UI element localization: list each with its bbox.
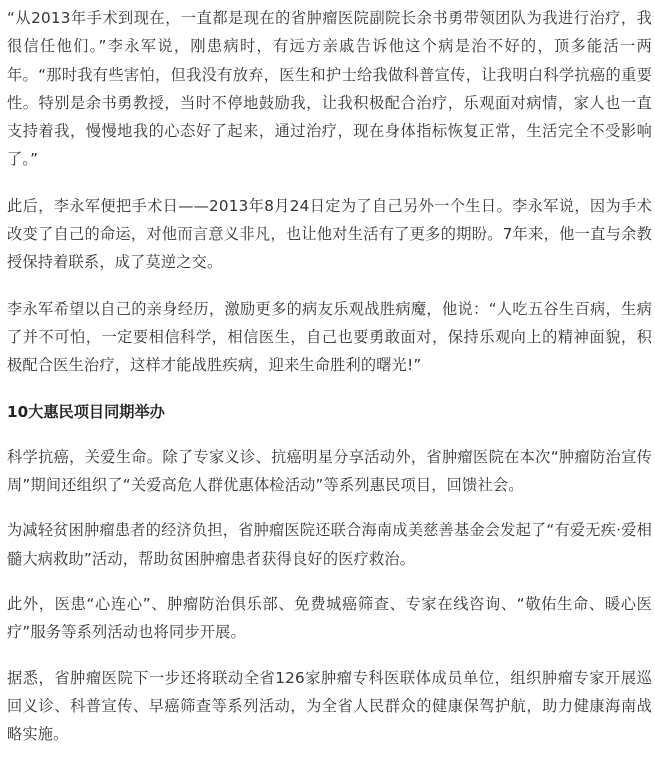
paragraph-benefit-projects: 科学抗癌，关爱生命。除了专家义诊、抗癌明星分享活动外，省肿瘤医院在本次“肿瘤防治宣传周”期间还组织了“关爱高危人群优惠体检活动”等系列惠民项目，回馈社会。 bbox=[7, 447, 652, 495]
section-heading: 10大惠民项目同期举办 bbox=[7, 402, 165, 421]
paragraph-charity-aid: 为减轻贫困肿瘤患者的经济负担，省肿瘤医院还联合海南成美慈善基金会发起了“有爱无疾·爱相髓大病救助”活动，帮助贫困肿瘤患者获得良好的医疗救治。 bbox=[7, 521, 652, 568]
article-body bbox=[7, 0, 652, 749]
paragraph-next-steps: 据悉，省肿瘤医院下一步还将联动全省126家肿瘤专科医联体成员单位，组织肿瘤专家开展巡回义诊、科普宣传、早癌筛查等系列活动，为全省人民群众的健康保驾护航，助力健康海南战略实施。 bbox=[7, 668, 652, 744]
paragraph-patient-quote: “从2013年手术到现在，一直都是现在的省肿瘤医院副院长余书勇带领团队为我进行治疗，我很信任他们。”李永军说，刚患病时，有远方亲戚告诉他这个病是治不好的，顶多能活一两年。“那时我有些害怕，但我没有放弃，医生和护士给我做科普宣传，让我明白科学抗癌的重要性。特别是余书勇教授，当时不停地鼓励我，让我积极配合治疗，乐观面对病情，家人也一直支持着我，慢慢地我的心态好了起来，通过治疗，现在身体指标恢复正常，生活完全不受影响了。” bbox=[7, 9, 652, 169]
paragraph-surgery-birthday: 此后，李永军便把手术日——2013年8月24日定为了自己另外一个生日。李永军说，因为手术改变了自己的命运，对他而言意义非凡，也让他对生活有了更多的期盼。7年来，他一直与余教授保持着联系，成了莫逆之交。 bbox=[7, 196, 652, 272]
paragraph-patient-message: 李永军希望以自己的亲身经历，激励更多的病友乐观战胜病魔，他说：“人吃五谷生百病，生病了并不可怕，一定要相信科学，相信医生，自己也要勇敢面对，保持乐观向上的精神面貌，积极配合医生治疗，这样才能战胜疾病，迎来生命胜利的曙光!” bbox=[7, 299, 652, 375]
paragraph-other-activities: 此外，医患“心连心”、肿瘤防治俱乐部、免费城癌筛查、专家在线咨询、“敬佑生命、暖心医疗”服务等系列活动也将同步开展。 bbox=[7, 595, 652, 642]
